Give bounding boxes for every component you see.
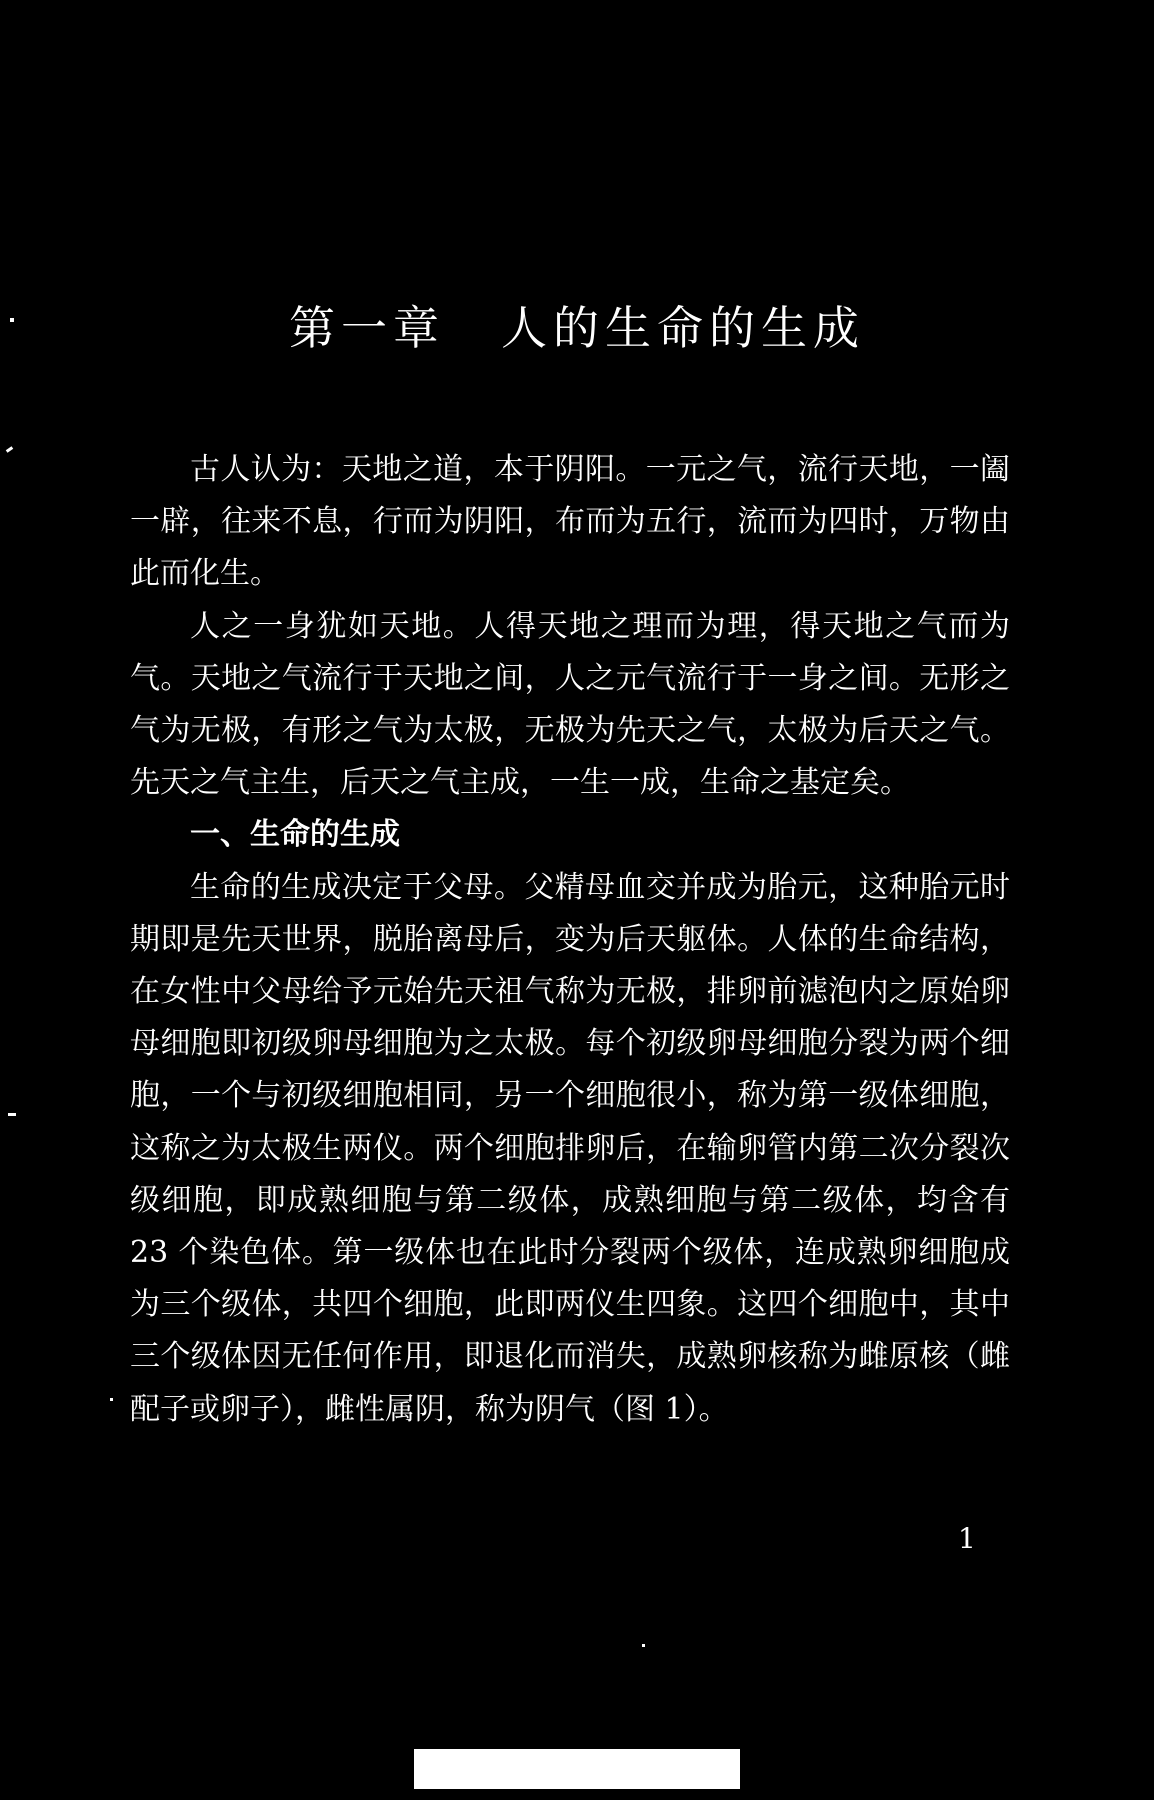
section-heading: 一、生命的生成	[190, 817, 400, 853]
scan-dot	[110, 1398, 113, 1401]
paragraph-1: 古人认为：天地之道，本于阴阳。一元之气，流行天地，一阖一辟，往来不息，行而为阴阳，布而为五行，流而为四时，万物由此而化生。	[130, 452, 1010, 592]
body-text	[130, 444, 1010, 1436]
chapter-title	[0, 292, 1154, 358]
chapter-number: 第一章	[289, 301, 445, 355]
bottom-white-bar	[414, 1749, 740, 1789]
scan-dot	[10, 318, 14, 322]
page-number: 1	[958, 1522, 976, 1555]
scan-mark	[6, 446, 13, 452]
paragraph-2: 人之一身犹如天地。人得天地之理而为理，得天地之气而为气。天地之气流行于天地之间，人之元气流行于一身之间。无形之气为无极，有形之气为太极，无极为先天之气，太极为后天之气。先天之气主生，后天之气主成，一生一成，生命之基定矣。	[130, 608, 1010, 801]
chapter-title-text: 人的生命的生成	[501, 301, 865, 355]
scan-dot	[642, 1644, 645, 1647]
scan-mark	[8, 1113, 16, 1116]
section-paragraph: 生命的生成决定于父母。父精母血交并成为胎元，这种胎元时期即是先天世界，脱胎离母后，变为后天躯体。人体的生命结构，在女性中父母给予元始先天祖气称为无极，排卵前滤泡内之原始卵母细胞即初级卵母细胞为之太极。每个初级卵母细胞分裂为两个细胞，一个与初级细胞相同，另一个细胞很小，称为第一级体细胞，这称之为太极生两仪。两个细胞排卵后，在输卵管内第二次分裂次级细胞，即成熟细胞与第二级体，成熟细胞与第二级体，均含有 23 个染色体。第一级体也在此时分裂两个级体，连成熟卵细胞成为三个级体，共四个细胞，此即两仪生四象。这四个细胞中，其中三个级体因无任何作用，即退化而消失，成熟卵核称为雌原核（雌配子或卵子），雌性属阴，称为阴气（图 1）。	[130, 869, 1010, 1427]
